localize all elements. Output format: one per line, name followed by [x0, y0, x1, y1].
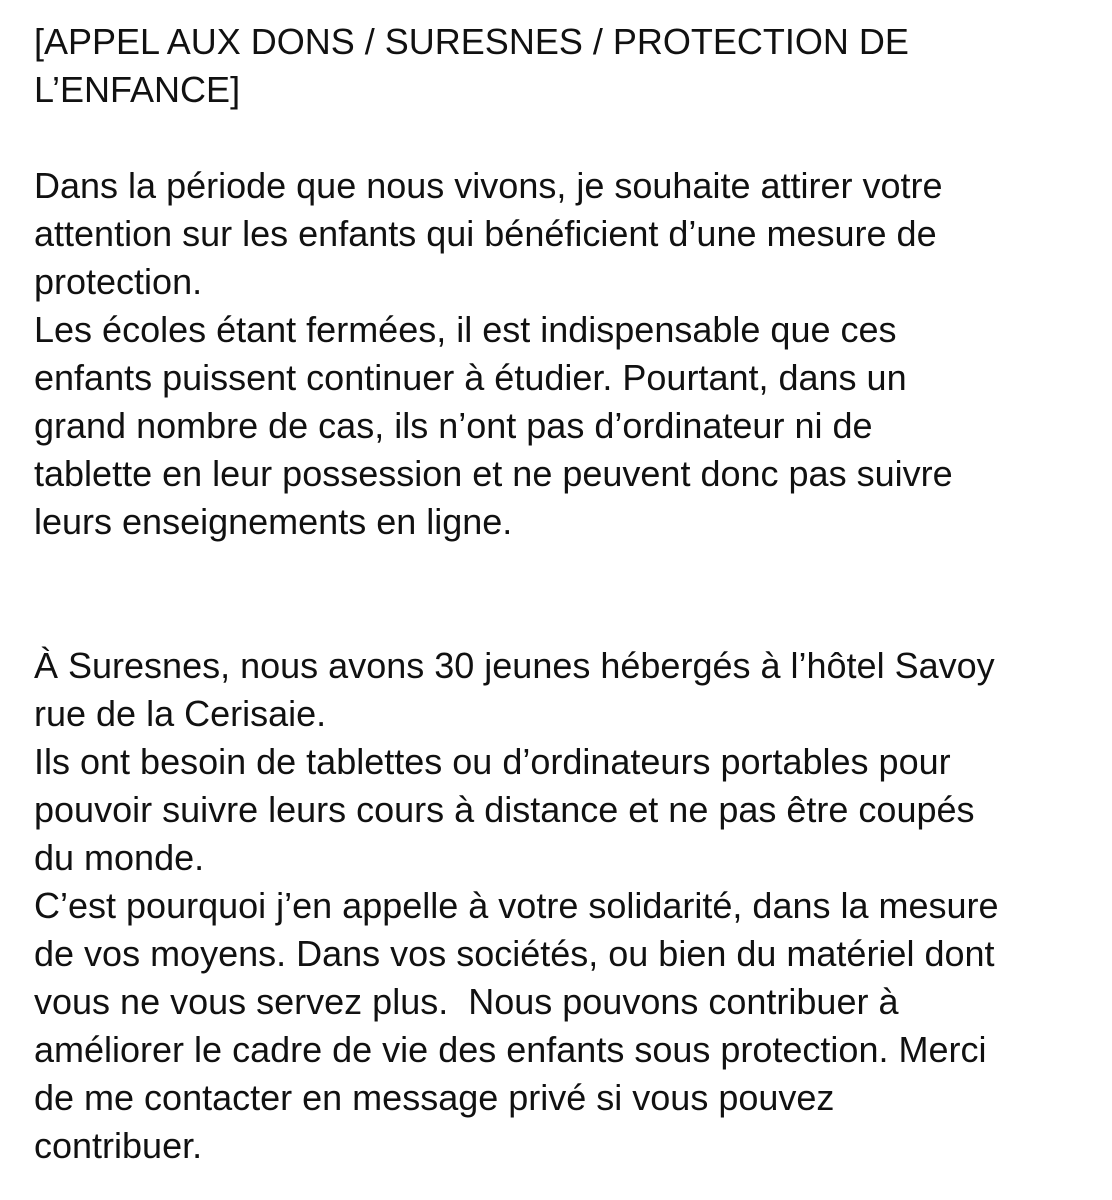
intro-line: leurs enseignements en ligne.: [34, 501, 513, 542]
appeal-line: contribuer.: [34, 1125, 203, 1166]
appeal-line: pouvoir suivre leurs cours à distance et ne pas être coupés: [34, 789, 975, 830]
intro-line: grand nombre de cas, ils n’ont pas d’ordinateur ni de: [34, 405, 873, 446]
note-text: [34, 18, 1094, 1170]
title-line: [APPEL AUX DONS / SURESNES / PROTECTION DE: [34, 21, 909, 62]
paragraph-gap: [34, 546, 1094, 642]
intro-paragraph: [34, 162, 1094, 546]
appeal-line: de me contacter en message privé si vous pouvez: [34, 1077, 835, 1118]
intro-line: Les écoles étant fermées, il est indispensable que ces: [34, 309, 897, 350]
paragraph-gap: [34, 114, 1094, 162]
appeal-line: Ils ont besoin de tablettes ou d’ordinateurs portables pour: [34, 741, 951, 782]
appeal-line: vous ne vous servez plus. Nous pouvons contribuer à: [34, 981, 899, 1022]
appeal-line: C’est pourquoi j’en appelle à votre solidarité, dans la mesure: [34, 885, 999, 926]
appeal-paragraph: [34, 642, 1094, 1170]
appeal-line: rue de la Cerisaie.: [34, 693, 327, 734]
intro-line: attention sur les enfants qui bénéficient d’une mesure de: [34, 213, 937, 254]
appeal-line: À Suresnes, nous avons 30 jeunes hébergés à l’hôtel Savoy: [34, 645, 995, 686]
intro-line: enfants puissent continuer à étudier. Pourtant, dans un: [34, 357, 907, 398]
appeal-line: de vos moyens. Dans vos sociétés, ou bien du matériel dont: [34, 933, 995, 974]
title-heading: [34, 18, 1094, 114]
intro-line: Dans la période que nous vivons, je souhaite attirer votre: [34, 165, 943, 206]
intro-line: tablette en leur possession et ne peuvent donc pas suivre: [34, 453, 953, 494]
intro-line: protection.: [34, 261, 203, 302]
appeal-line: du monde.: [34, 837, 205, 878]
appeal-line: améliorer le cadre de vie des enfants sous protection. Merci: [34, 1029, 987, 1070]
title-line: L’ENFANCE]: [34, 69, 241, 110]
